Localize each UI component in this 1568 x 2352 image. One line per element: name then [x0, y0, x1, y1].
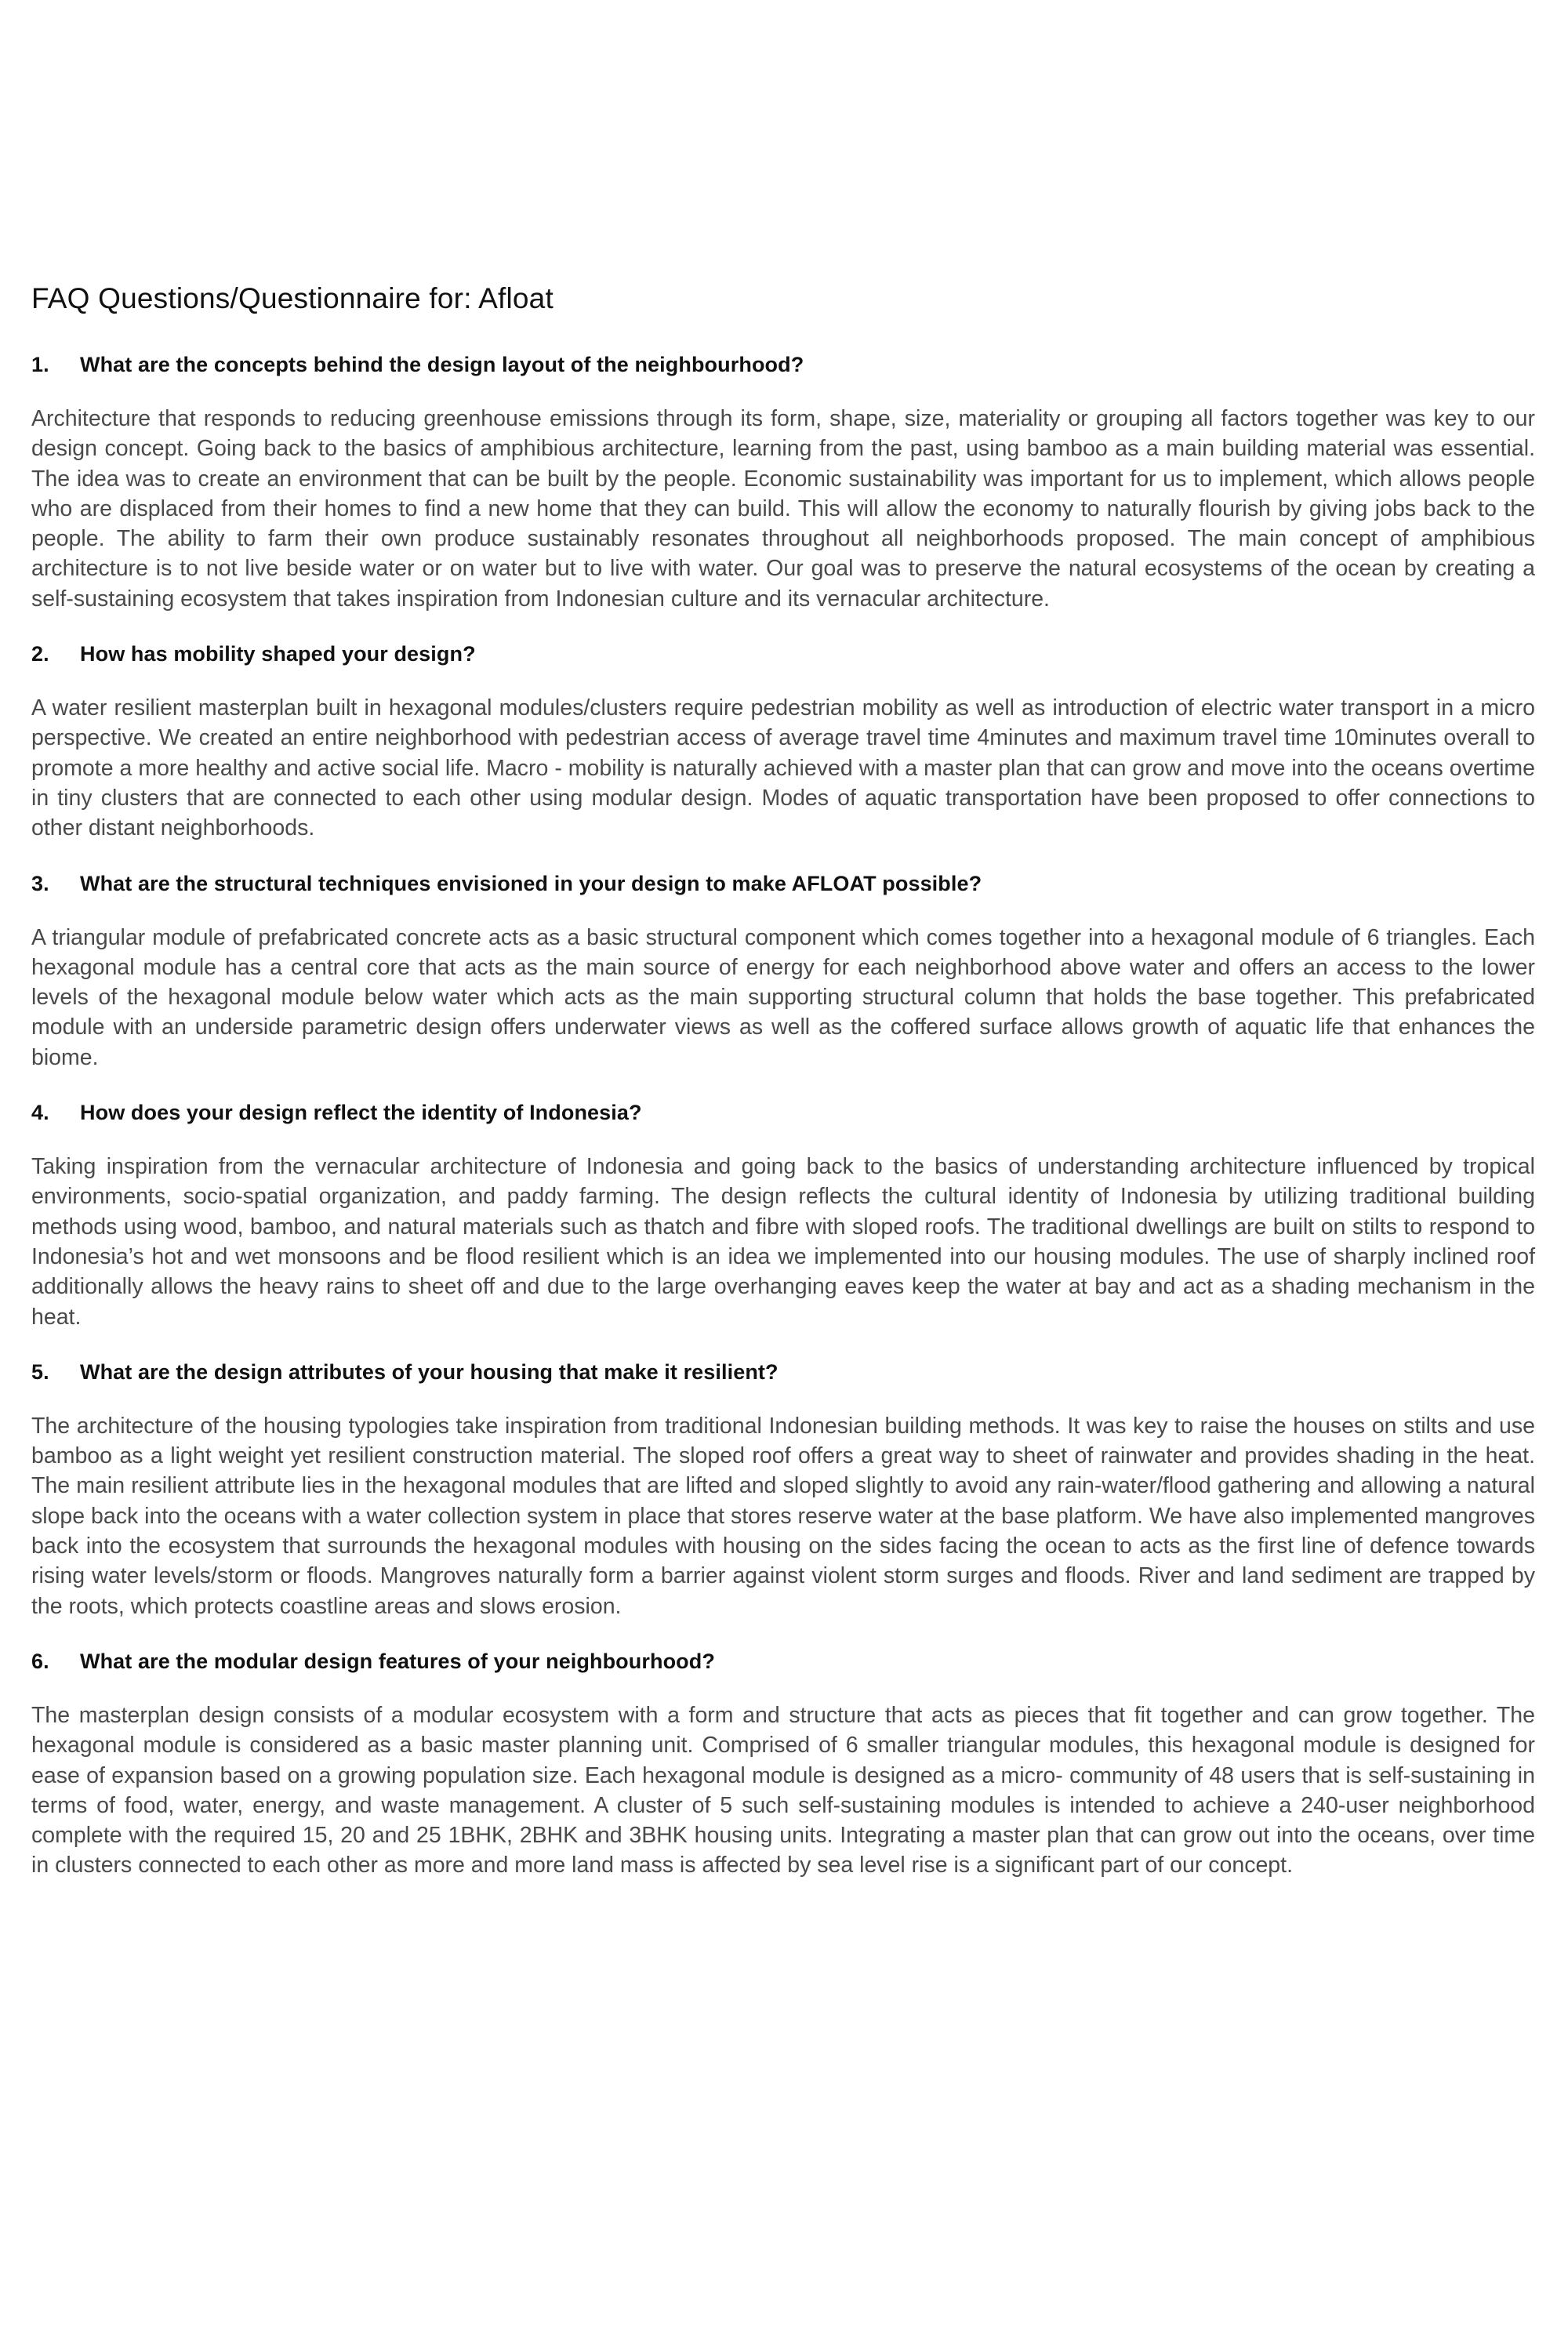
faq-question — [31, 1101, 1535, 1125]
faq-item-5 — [31, 1360, 1535, 1621]
faq-question — [31, 872, 1535, 896]
faq-item-6 — [31, 1650, 1535, 1881]
question-text: What are the design attributes of your housing that make it resilient? — [80, 1359, 779, 1384]
faq-answer: A water resilient masterplan built in hexagonal modules/clusters require pedestrian mobility as well as introduction of electric water transport in a micro perspective. We created an entire neighborhood with pedestrian access of average travel time 4minutes and maximum travel time 10minutes overall to promote a more healthy and active social life. Macro - mobility is naturally achieved with a master plan that can grow and move into the oceans overtime in tiny clusters that are connected to each other using modular design. Modes of aquatic transportation have been proposed to offer connections to other distant neighborhoods. — [31, 695, 1535, 841]
question-number: 4. — [31, 1101, 49, 1125]
document — [31, 282, 1535, 1909]
faq-answer: Taking inspiration from the vernacular architecture of Indonesia and going back to the basics of understanding architecture influenced by tropical environments, socio-spatial organization, and paddy farming. The design reflects the cultural identity of Indonesia by utilizing traditional building methods using wood, bamboo, and natural materials such as thatch and fibre with sloped roofs. The traditional dwellings are built on stilts to respond to Indonesia’s hot and wet monsoons and be flood resilient which is an idea we implemented into our housing modules. The use of sharply inclined roof additionally allows the heavy rains to sheet off and due to the large overhanging eaves keep the water at bay and act as a shading mechanism in the heat. — [31, 1154, 1535, 1330]
question-text: What are the concepts behind the design layout of the neighbourhood? — [80, 353, 804, 376]
faq-item-2 — [31, 642, 1535, 843]
question-number: 6. — [31, 1649, 49, 1673]
faq-question — [31, 353, 1535, 377]
faq-item-1 — [31, 353, 1535, 614]
faq-answer: A triangular module of prefabricated concrete acts as a basic structural component which comes together into a hexagonal module of 6 triangles. Each hexagonal module has a central core that acts as the main source of energy for each neighborhood above water and offers an access to the lower levels of the hexagonal module below water which acts as the main supporting structural column that holds the base together. This prefabricated module with an underside parametric design offers underwater views as well as the coffered surface allows growth of aquatic life that enhances the biome. — [31, 924, 1535, 1070]
question-number: 2. — [31, 642, 49, 666]
faq-question — [31, 1360, 1535, 1385]
faq-answer: The architecture of the housing typologies take inspiration from traditional Indonesian building methods. It was key to raise the houses on stilts and use bamboo as a light weight yet resilient construction material. The sloped roof offers a great way to sheet of rainwater and provides shading in the heat. The main resilient attribute lies in the hexagonal modules that are lifted and sloped slightly to avoid any rain-water/flood gathering and allowing a natural slope back into the oceans with a water collection system in place that stores reserve water at the base platform. We have also implemented mangroves back into the ecosystem that surrounds the hexagonal modules with housing on the sides facing the ocean to acts as the first line of defence towards rising water levels/storm or floods. Mangroves naturally form a barrier against violent storm surges and floods. River and land sediment are trapped by the roots, which protects coastline areas and slows erosion. — [31, 1413, 1535, 1619]
question-text: How has mobility shaped your design? — [80, 642, 476, 666]
document-title: FAQ Questions/Questionnaire for: Afloat — [31, 282, 554, 314]
question-number: 3. — [31, 871, 49, 895]
question-text: What are the structural techniques envisioned in your design to make AFLOAT possible? — [80, 871, 982, 895]
faq-item-3 — [31, 872, 1535, 1073]
faq-question — [31, 642, 1535, 666]
faq-item-4 — [31, 1101, 1535, 1332]
question-number: 5. — [31, 1359, 49, 1384]
question-text: How does your design reflect the identity of Indonesia? — [80, 1101, 642, 1125]
question-number: 1. — [31, 353, 49, 376]
faq-answer: The masterplan design consists of a modular ecosystem with a form and structure that acts as pieces that fit together and can grow together. The hexagonal module is considered as a basic master planning unit. Comprised of 6 smaller triangular modules, this hexagonal module is designed for ease of expansion based on a growing population size. Each hexagonal module is designed as a micro- community of 48 users that is self-sustaining in terms of food, water, energy, and waste management. A cluster of 5 such self-sustaining modules is intended to achieve a 240-user neighborhood complete with the required 15, 20 and 25 1BHK, 2BHK and 3BHK housing units. Integrating a master plan that can grow out into the oceans, over time in clusters connected to each other as more and more land mass is affected by sea level rise is a significant part of our concept. — [31, 1702, 1535, 1878]
faq-question — [31, 1650, 1535, 1674]
faq-answer: Architecture that responds to reducing greenhouse emissions through its form, shape, size, materiality or grouping all factors together was key to our design concept. Going back to the basics of amphibious architecture, learning from the past, using bamboo as a main building material was essential. The idea was to create an environment that can be built by the people. Economic sustainability was important for us to implement, which allows people who are displaced from their homes to find a new home that they can build. This will allow the economy to naturally flourish by giving jobs back to the people. The ability to farm their own produce sustainably resonates throughout all neighborhoods proposed. The main concept of amphibious architecture is to not live beside water or on water but to live with water. Our goal was to preserve the natural ecosystems of the ocean by creating a self-sustaining ecosystem that takes inspiration from Indonesian culture and its vernacular architecture. — [31, 406, 1535, 612]
question-text: What are the modular design features of your neighbourhood? — [80, 1649, 715, 1673]
